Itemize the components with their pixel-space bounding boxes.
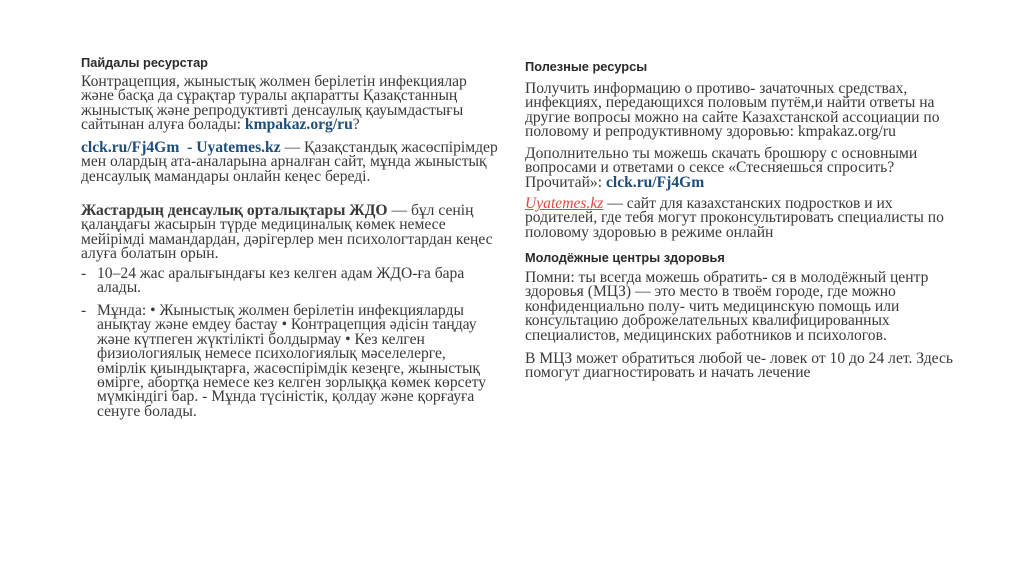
- kz-title: Пайдалы ресурстар: [81, 55, 209, 70]
- kz-bullet-2: [81, 304, 501, 419]
- kz-link-separator: -: [179, 139, 197, 156]
- ru-paragraph-5: В МЦЗ может обратиться любой че- ловек от 10 до 24 лет. Здесь помогут диагностировать и начать лечение: [525, 350, 954, 382]
- kz-paragraph-3: [81, 204, 501, 262]
- kz-paragraph-2-text: — Қазақстандық жасөспірімдер мен олардың ата-аналарына арналған сайт, мұнда жыныстық денсаулық мамандары онлайн кеңес береді.: [81, 139, 498, 185]
- kmpakaz-link[interactable]: kmpakaz.org/ru: [244, 116, 353, 134]
- kz-paragraph-1-end: ?: [352, 116, 360, 134]
- youth-health-centers-term: Жастардың денсаулық орталықтары ЖДО: [81, 202, 388, 219]
- ru-paragraph-1: Получить информацию о противо- зачаточных средствах, инфекциях, передающихся половым путём,и найти ответы на другие вопросы можно на сайте Казахстанской ассоциации по половому и репродуктивному здоровью: kmpakaz.org/ru: [525, 80, 940, 141]
- kz-bullet-1-text: 10–24 жас аралығындағы кез келген адам ЖДО-ға бара алады.: [97, 265, 465, 297]
- kz-bullet-2-dash: -: [81, 302, 87, 319]
- ru-paragraph-3-text: — сайт для казахстанских подростков и их родителей, где тебя могут проконсультировать специалисты по половому здоровью в режиме онлайн: [525, 195, 944, 241]
- ru-title: Полезные ресурсы: [525, 59, 648, 74]
- ru-paragraph-2: [525, 147, 955, 190]
- ru-clck-link[interactable]: clck.ru/Fj4Gm: [605, 173, 705, 191]
- ru-paragraph-2-text: Дополнительно ты можешь скачать брошюру с основными вопросами и ответами о сексе «Стесняешься спросить? Прочитай»:: [525, 145, 918, 191]
- kz-paragraph-1-text: Контрацепция, жыныстық жолмен берілетін инфекциялар және басқа да сұрақтар туралы ақпаратты Қазақстанның жыныстық және репродуктивті денсаулық қауымдастығы сайтынан алуға болады:: [81, 73, 467, 134]
- kz-paragraph-1: [81, 75, 501, 133]
- kz-bullet-1: [81, 267, 501, 296]
- kz-paragraph-2: [81, 141, 501, 184]
- ru-subtitle: Молодёжные центры здоровья: [525, 250, 725, 265]
- kz-bullet-1-dash: -: [81, 265, 87, 282]
- ru-paragraph-3: [525, 197, 955, 240]
- ru-uyatemes-link[interactable]: Uyatemes.kz: [525, 195, 604, 212]
- ru-paragraph-4: Помни: ты всегда можешь обратить- ся в молодёжный центр здоровья (МЦЗ) — это место в твоём городе, где можно конфиденциально полу- чить медицинскую помощь или консультацию доброжелательных квалифицированных специалистов, медицинских работников и психологов.: [525, 269, 929, 344]
- uyatemes-link[interactable]: Uyatemes.kz: [196, 139, 281, 156]
- clck-link[interactable]: clck.ru/Fj4Gm: [81, 139, 180, 156]
- kz-paragraph-3-text: — бұл сенің қалаңдағы жасырын түрде медициналық көмек немесе мейірімді мамандардан, дәрігерлер мен психологтардан кеңес алуға болатын орын.: [81, 202, 493, 263]
- kz-bullet-2-text: Мұнда: • Жыныстық жолмен берілетін инфекцияларды анықтау және емдеу бастау • Контрацепция әдісін таңдау және күтпеген жүктілікті болдырмау • Кез келген физиологиялық немесе психологиялық мәселелерге, өмірлік қиындықтарға, жасөспірімдік кезеңге, жыныстық өмірге, абортқа немесе кез келген зорлыққа көмек көрсету мүмкіндігі бар. - Мұнда түсіністік, қолдау және қорғауға сенуге болады.: [97, 302, 487, 420]
